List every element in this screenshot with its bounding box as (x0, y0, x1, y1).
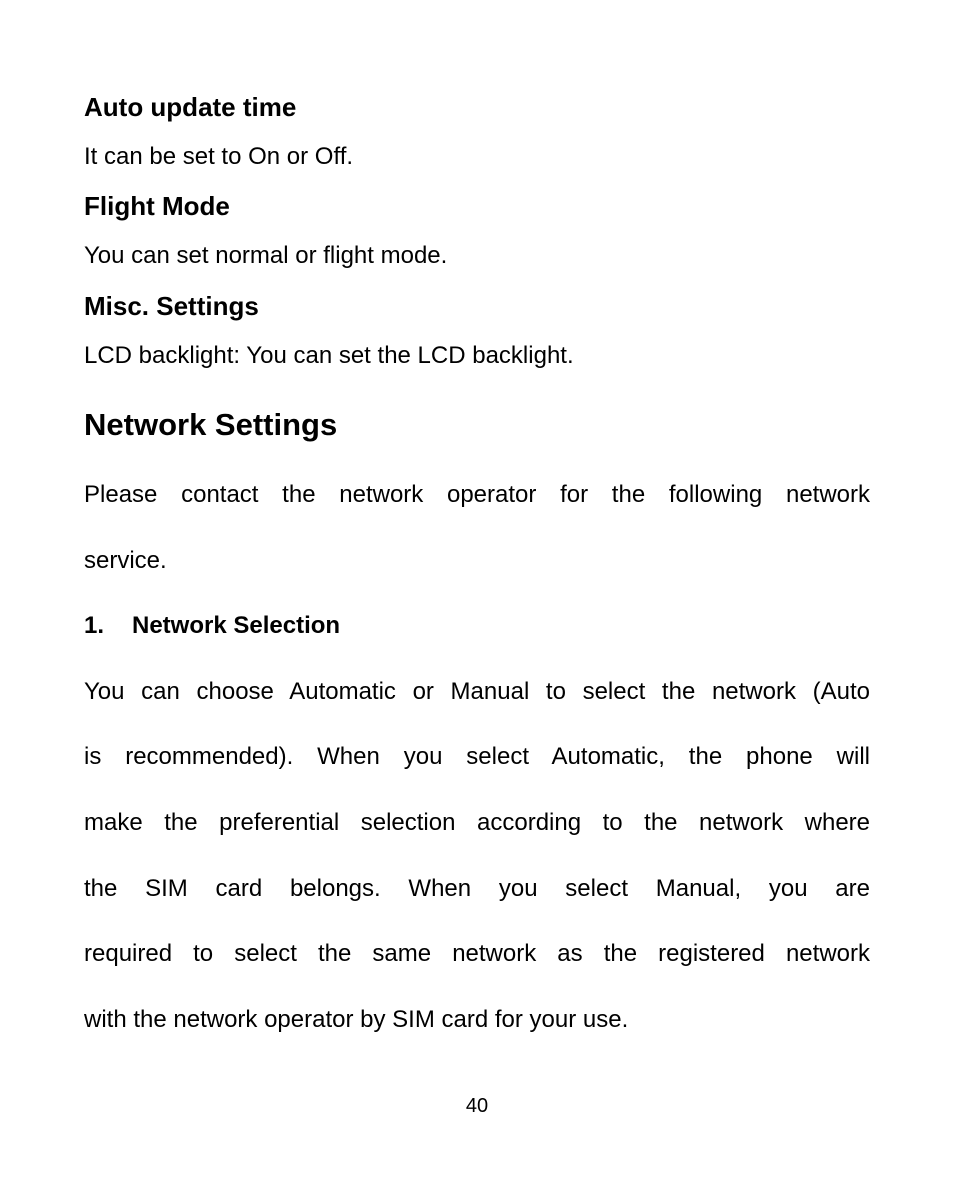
network-intro-line: service. (84, 547, 167, 574)
misc-settings-heading: Misc. Settings (84, 291, 259, 321)
network-selection-line: the SIM card belongs. When you select Manual, you are (84, 875, 870, 902)
network-selection-line: required to select the same network as the registered network (84, 940, 870, 967)
page-number: 40 (465, 1095, 489, 1117)
network-selection-title: Network Selection (132, 612, 341, 639)
network-selection-line: is recommended). When you select Automatic, the phone will (84, 743, 870, 770)
auto-update-time-text: It can be set to On or Off. (84, 143, 354, 170)
network-intro-line: Please contact the network operator for the following network (84, 481, 870, 508)
flight-mode-text: You can set normal or flight mode. (84, 242, 448, 269)
auto-update-time-heading: Auto update time (84, 92, 297, 122)
list-number: 1. (84, 612, 105, 639)
network-settings-heading: Network Settings (84, 407, 338, 442)
network-selection-heading (84, 611, 870, 641)
network-selection-line: with the network operator by SIM card for your use. (84, 1006, 629, 1033)
flight-mode-heading: Flight Mode (84, 191, 230, 221)
network-selection-line: make the preferential selection according to the network where (84, 809, 870, 836)
network-selection-line: You can choose Automatic or Manual to select the network (Auto (84, 678, 870, 705)
misc-settings-text: LCD backlight: You can set the LCD backlight. (84, 342, 574, 369)
